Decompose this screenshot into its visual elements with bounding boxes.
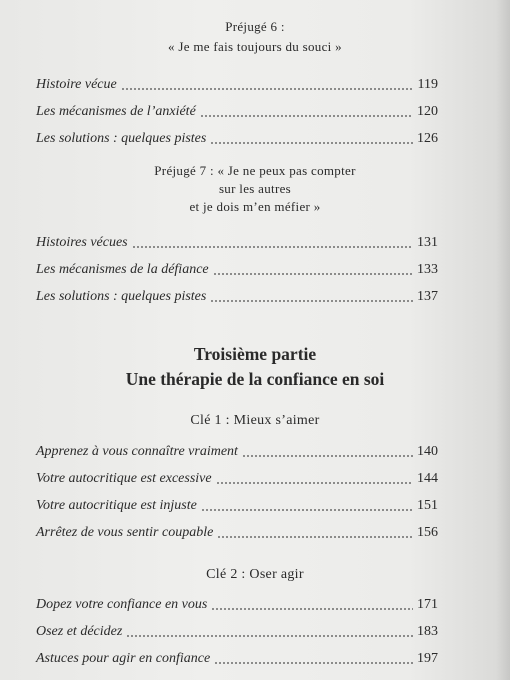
dot-leader — [201, 509, 413, 511]
toc-entry-title: Apprenez à vous connaître vraiment — [36, 444, 238, 459]
toc-entry-page: 144 — [417, 471, 438, 486]
toc-entry-page: 156 — [417, 525, 438, 540]
toc-entry-page: 126 — [417, 131, 438, 146]
toc-entry[interactable] — [36, 101, 438, 121]
toc-entry[interactable] — [36, 495, 438, 515]
toc-entry[interactable] — [36, 286, 438, 306]
dot-leader — [211, 608, 413, 610]
toc-entry-page: 133 — [417, 262, 438, 277]
dot-leader — [242, 455, 413, 457]
dot-leader — [126, 635, 413, 637]
part-subtitle: Une thérapie de la confiance en soi — [125, 369, 385, 389]
toc-entry-title: Histoire vécue — [36, 77, 117, 92]
toc-entry-title: Les mécanismes de l’anxiété — [36, 104, 196, 119]
dot-leader — [217, 536, 413, 538]
key-heading: Clé 2 : Oser agir — [206, 567, 304, 582]
toc-entry[interactable] — [36, 441, 438, 461]
toc-entry[interactable] — [36, 594, 438, 614]
toc-entry-page: 151 — [417, 498, 438, 513]
dot-leader — [213, 273, 413, 275]
section-heading-line: sur les autres — [218, 181, 292, 196]
section-heading-line: « Je me fais toujours du souci » — [168, 39, 342, 54]
toc-entry-title: Les mécanismes de la défiance — [36, 262, 209, 277]
toc-entry-title: Dopez votre confiance en vous — [36, 597, 208, 612]
section-heading-line: Préjugé 6 : — [225, 19, 285, 34]
toc-entry[interactable] — [36, 621, 438, 641]
dot-leader — [216, 482, 413, 484]
toc-entry-page: 171 — [417, 597, 438, 612]
section-heading-line: Préjugé 7 : « Je ne peux pas compter — [154, 163, 356, 178]
toc-entry-page: 137 — [417, 289, 438, 304]
toc-entry-page: 140 — [417, 444, 438, 459]
toc-entry-page: 183 — [417, 624, 438, 639]
key-heading: Clé 1 : Mieux s’aimer — [190, 413, 320, 428]
toc-entry-title: Histoires vécues — [36, 235, 128, 250]
toc-entry[interactable] — [36, 259, 438, 279]
toc-entry-title: Les solutions : quelques pistes — [36, 289, 207, 304]
toc-entry[interactable] — [36, 522, 438, 542]
toc-entry-title: Les solutions : quelques pistes — [36, 131, 207, 146]
toc-entry[interactable] — [36, 468, 438, 488]
toc-entry[interactable] — [36, 648, 438, 668]
section-heading-line: et je dois m’en méfier » — [189, 199, 321, 214]
toc-entry-title: Osez et décidez — [36, 624, 123, 639]
toc-entry-page: 197 — [417, 651, 438, 666]
part-title: Troisième partie — [193, 344, 317, 364]
dot-leader — [121, 88, 414, 90]
dot-leader — [200, 115, 413, 117]
toc-entry[interactable] — [36, 232, 438, 252]
toc-entry-page: 120 — [417, 104, 438, 119]
toc-entry-title: Votre autocritique est excessive — [36, 471, 212, 486]
toc-entry-title: Arrêtez de vous sentir coupable — [36, 525, 214, 540]
dot-leader — [210, 300, 413, 302]
dot-leader — [132, 246, 413, 248]
toc-entry[interactable] — [36, 128, 438, 148]
toc-entry-page: 119 — [417, 77, 438, 92]
toc-entry-page: 131 — [417, 235, 438, 250]
toc-entry-title: Astuces pour agir en confiance — [36, 651, 211, 666]
dot-leader — [210, 142, 413, 144]
toc-entry-title: Votre autocritique est injuste — [36, 498, 197, 513]
dot-leader — [214, 662, 413, 664]
toc-entry[interactable] — [36, 74, 438, 94]
